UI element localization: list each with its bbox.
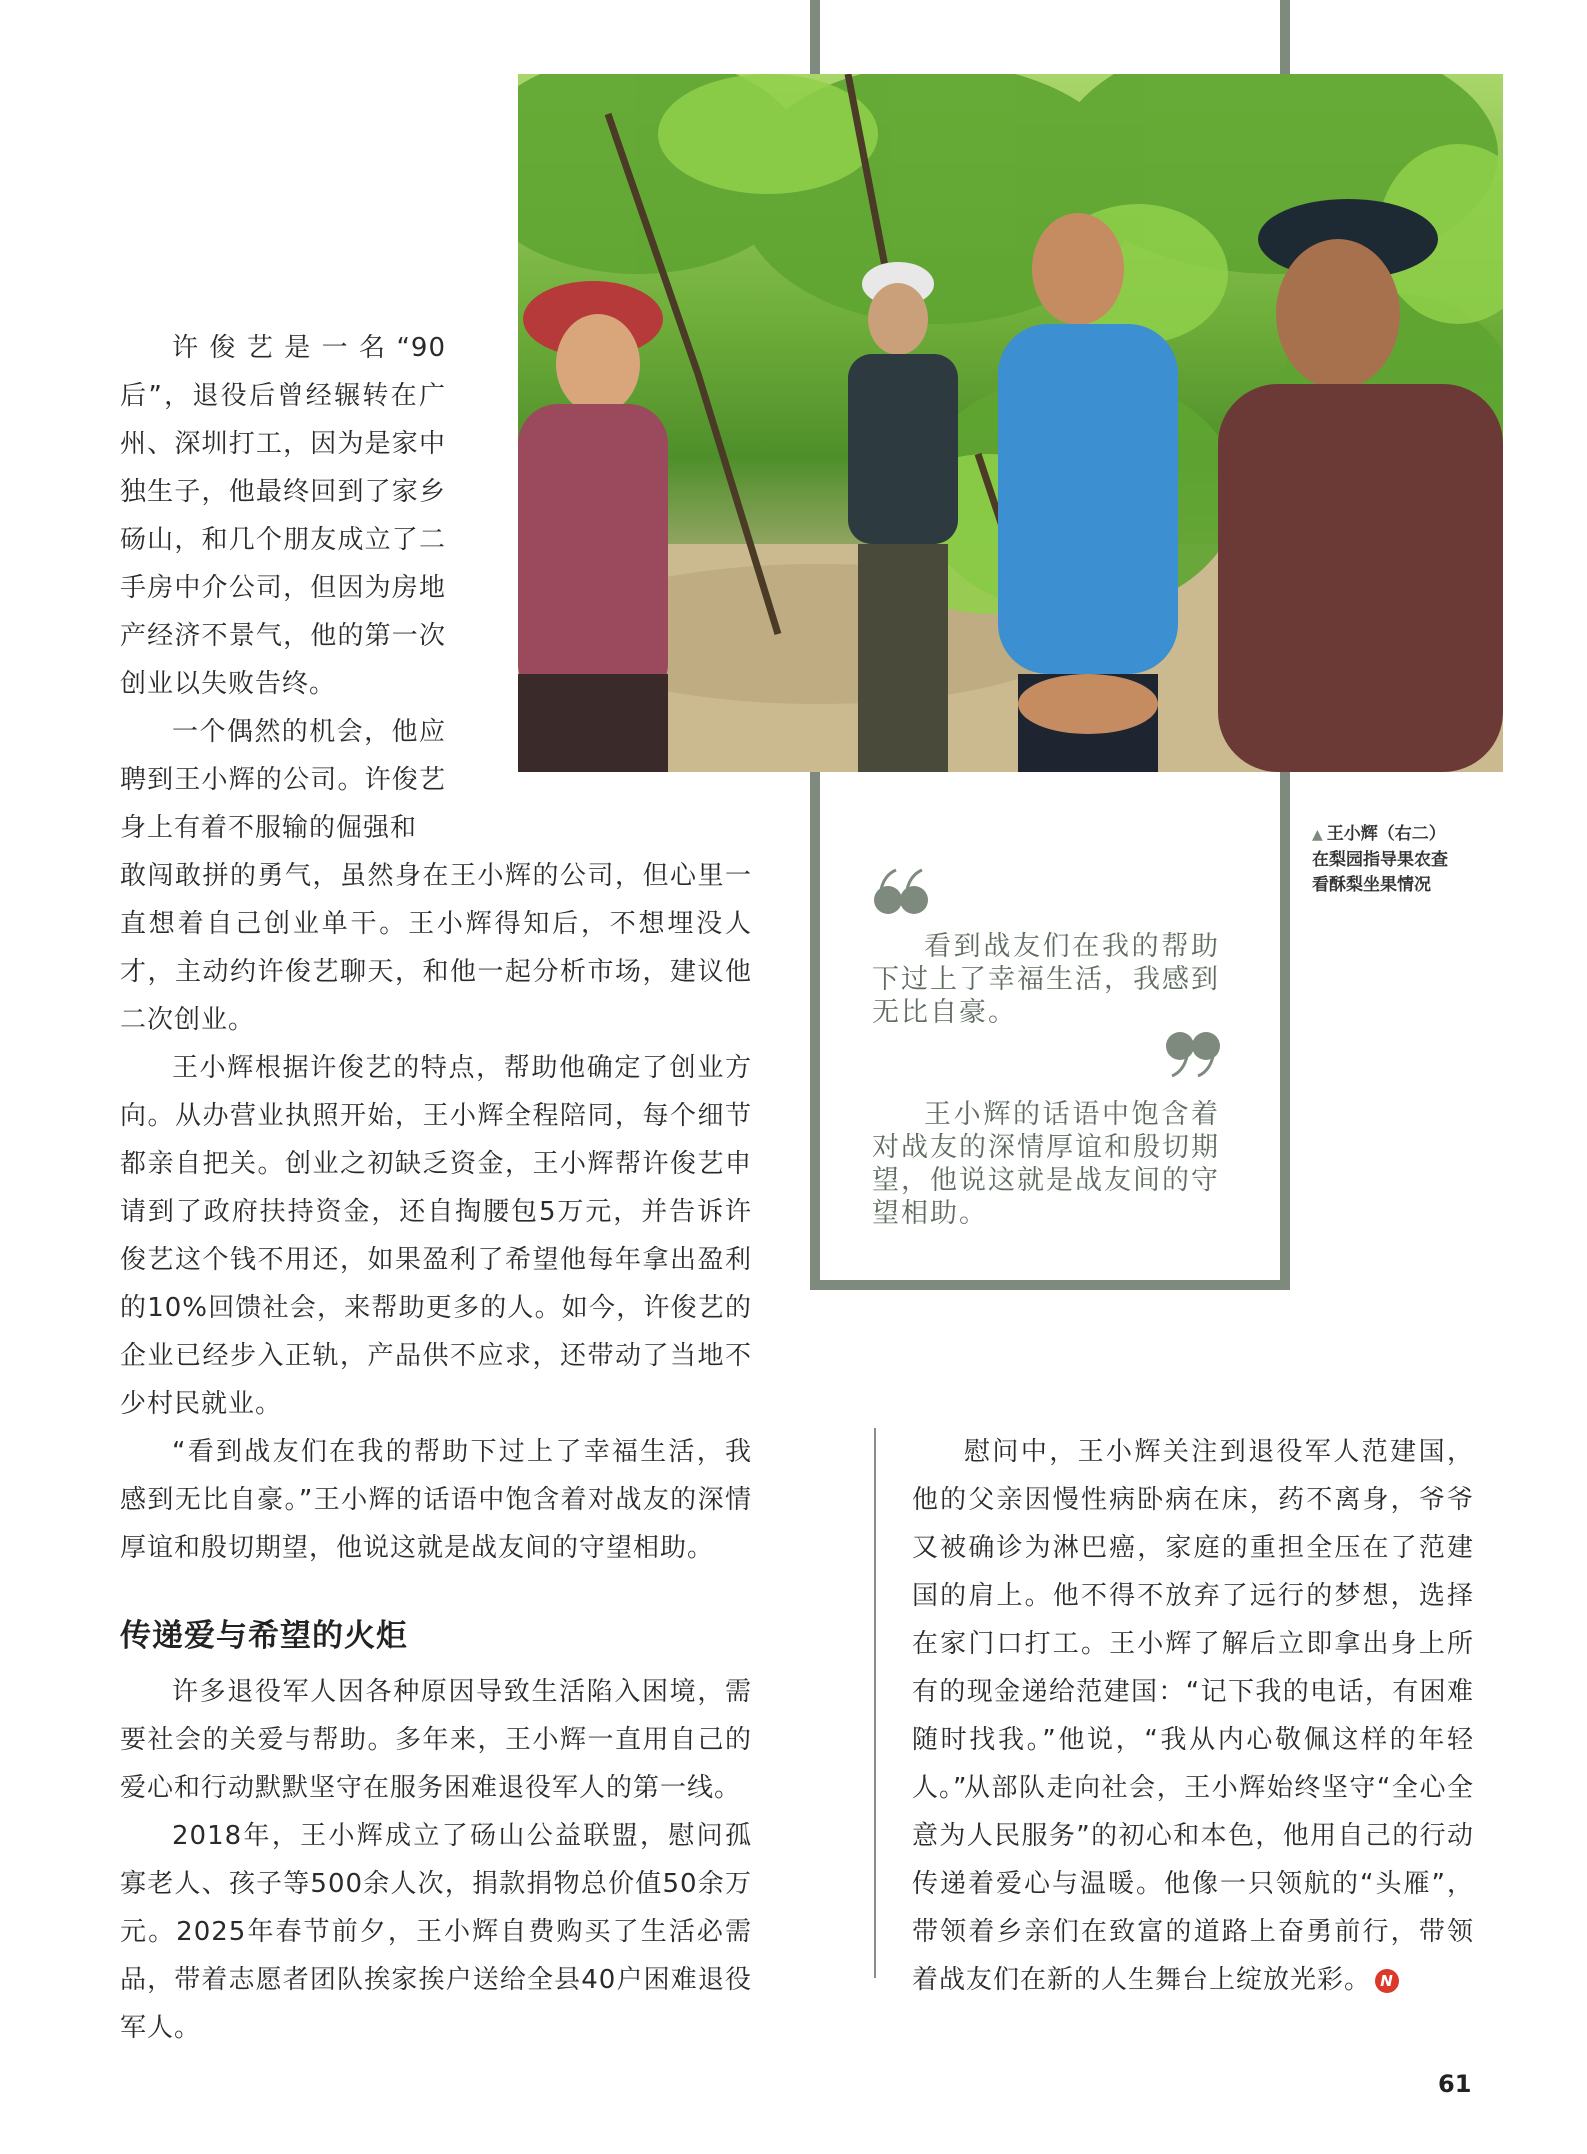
paragraph-8	[912, 1764, 1474, 2004]
page-number: 61	[1438, 2070, 1472, 2098]
paragraph-2-start: 一个偶然的机会，他应聘到王小辉的公司。许俊艺身上有着不服输的倔强和	[120, 717, 446, 843]
caption-line-2: 在梨园指导果农查	[1312, 850, 1448, 870]
paragraph-5: 许多退役军人因各种原因导致生活陷入困境，需要社会的关爱与帮助。多年来，王小辉一直用自己的爱心和行动默默坚守在服务困难退役军人的第一线。	[120, 1677, 752, 1803]
open-quote-icon	[872, 866, 932, 916]
paragraph-3: 王小辉根据许俊艺的特点，帮助他确定了创业方向。从办营业执照开始，王小辉全程陪同，每个细节都亲自把关。创业之初缺乏资金，王小辉帮许俊艺申请到了政府扶持资金，还自掏腰包5万元，并告诉许俊艺这个钱不用还，如果盈利了希望他每年拿出盈利的10%回馈社会，来帮助更多的人。如今，许俊艺的企业已经步入正轨，产品供不应求，还带动了当地不少村民就业。	[120, 1053, 752, 1419]
paragraph-7: 慰问中，王小辉关注到退役军人范建国，他的父亲因慢性病卧病在床，药不离身，爷爷又被确诊为淋巴癌，家庭的重担全压在了范建国的肩上。他不得不放弃了远行的梦想，选择在家门口打工。王小辉了解后立即拿出身上所有的现金递给范建国：“记下我的电话，有困难随时找我。”他说，“我从内心敬佩这样的年轻人。”	[912, 1437, 1474, 1803]
paragraph-6: 2018年，王小辉成立了砀山公益联盟，慰问孤寡老人、孩子等500余人次，捐款捐物总价值50余万元。2025年春节前夕，王小辉自费购买了生活必需品，带着志愿者团队挨家挨户送给全县40户困难退役军人。	[120, 1821, 752, 2043]
pull-quote-text-2: 王小辉的话语中饱含着对战友的深情厚谊和殷切期望，他说这就是战友间的守望相助。	[872, 1099, 1220, 1229]
paragraph-4: “看到战友们在我的帮助下过上了幸福生活，我感到无比自豪。”王小辉的话语中饱含着对战友的深情厚谊和殷切期望，他说这就是战友间的守望相助。	[120, 1437, 752, 1563]
frame-bottom-line	[810, 1280, 1290, 1290]
photo-caption	[1312, 822, 1482, 898]
caption-line-3: 看酥梨坐果情况	[1312, 875, 1431, 895]
section-heading: 传递爱与希望的火炬	[120, 1618, 408, 1654]
end-mark-icon: N	[1375, 1969, 1399, 1993]
paragraph-8-text: 从部队走向社会，王小辉始终坚守“全心全意为人民服务”的初心和本色，他用自己的行动传递着爱心与温暖。他像一只领航的“头雁”，带领着乡亲们在致富的道路上奋勇前行，带领着战友们在新的人生舞台上绽放光彩。	[912, 1773, 1474, 1995]
pull-quote-text-1: 看到战友们在我的帮助下过上了幸福生活，我感到无比自豪。	[872, 931, 1220, 1028]
column-divider	[874, 1428, 876, 1978]
caption-triangle-icon: ▲	[1312, 827, 1323, 843]
article-photo	[518, 74, 1503, 772]
close-quote-icon	[1164, 1030, 1224, 1080]
caption-line-1: 王小辉（右二）	[1326, 824, 1446, 844]
paragraph-1: 许俊艺是一名“90后”，退役后曾经辗转在广州、深圳打工，因为是家中独生子，他最终回到了家乡砀山，和几个朋友成立了二手房中介公司，但因为房地产经济不景气，他的第一次创业以失败告终。	[120, 333, 446, 699]
paragraph-2-cont: 敢闯敢拼的勇气，虽然身在王小辉的公司，但心里一直想着自己创业单干。王小辉得知后，不想埋没人才，主动约许俊艺聊天，和他一起分析市场，建议他二次创业。	[120, 861, 752, 1035]
